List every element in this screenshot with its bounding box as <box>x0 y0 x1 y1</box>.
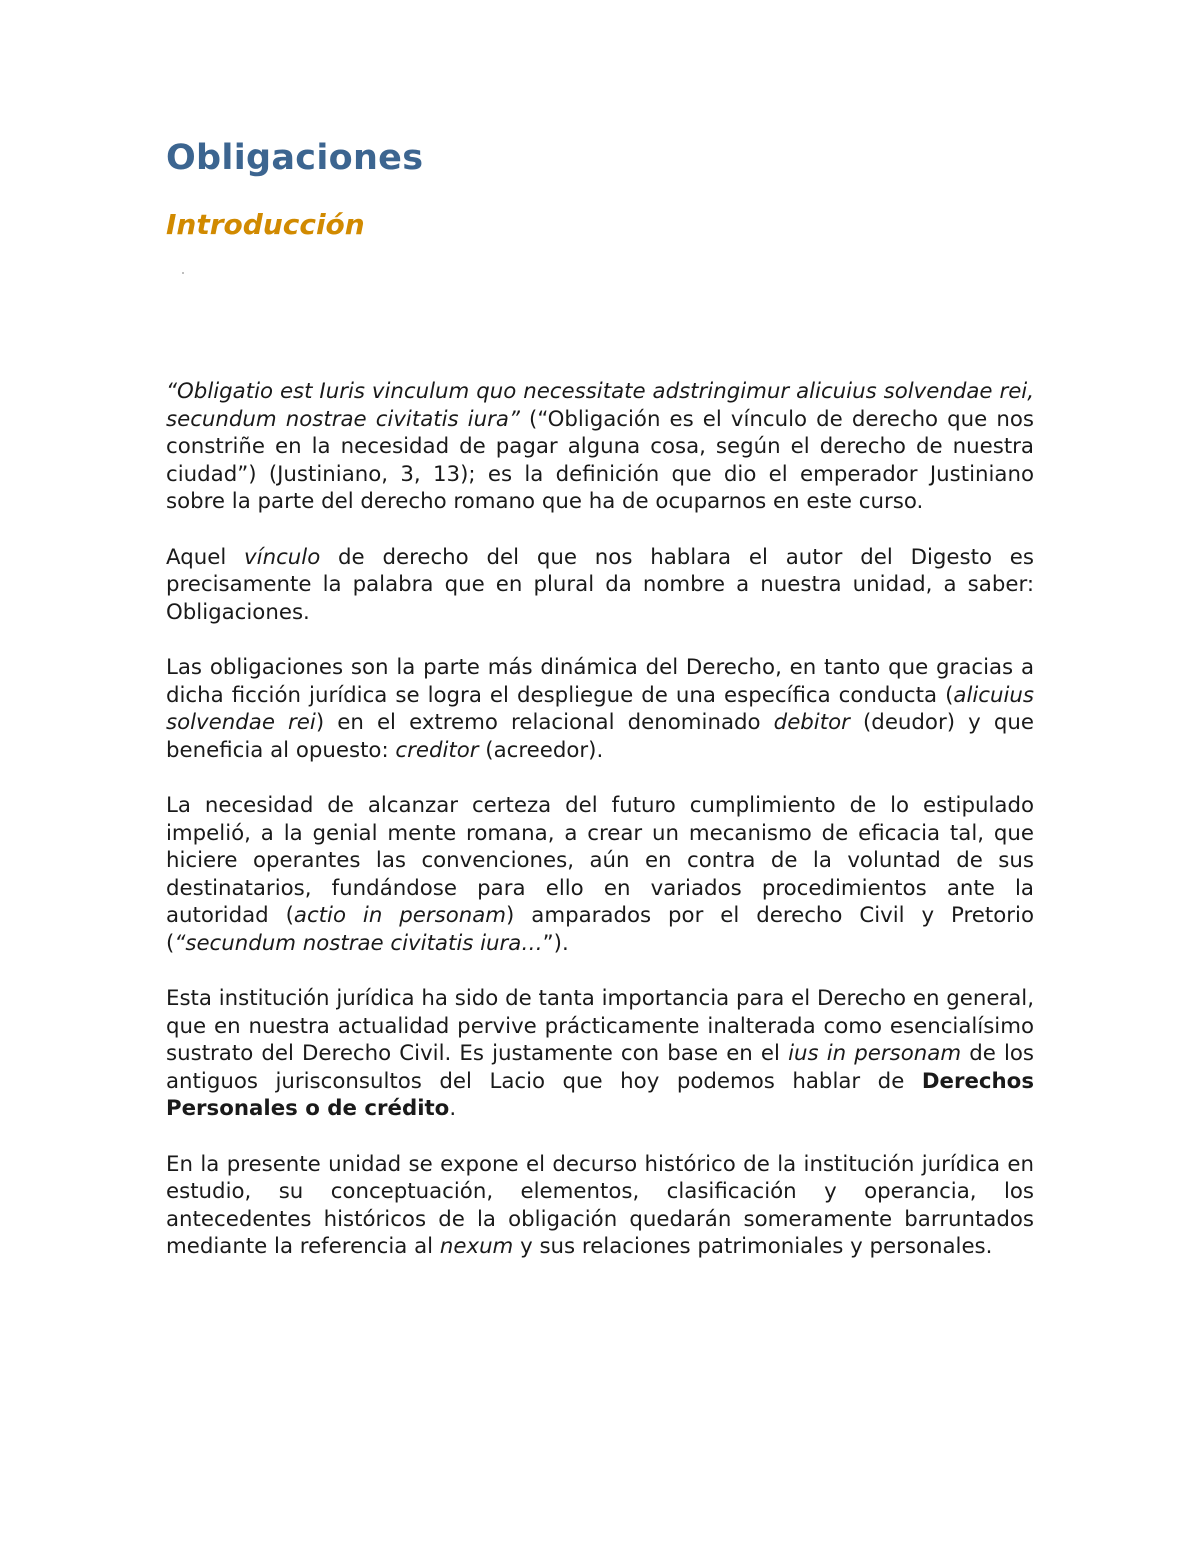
term-alicuius: alicuius solvendae rei <box>166 682 1034 736</box>
paragraph-text: Las obligaciones son la parte más dinámica del Derecho, en tanto que gracias a dicha ficción jurídica se logra el despliegue de una específica conducta ( <box>166 654 1034 708</box>
term-creditor: creditor <box>395 737 479 763</box>
paragraph-vinculo <box>166 544 1034 627</box>
paragraph-definition <box>166 378 1034 516</box>
latin-quote: “Obligatio est Iuris vinculum quo necessitate adstringimur alicuius solvendae rei, secundum nostrae civitatis iura” <box>166 379 1034 432</box>
document-title: Obligaciones <box>166 138 424 178</box>
paragraph-text: La necesidad de alcanzar certeza del futuro cumplimiento de lo estipulado impelió, a la genial mente romana, a crear un mecanismo de eficacia tal, que hiciere operantes las convenciones, aún en contra de la voluntad de sus destinatarios, fundándose para ello en variados procedimientos ante la autoridad ( <box>166 792 1034 929</box>
paragraph-text: (“Obligación es el vínculo de derecho que nos constriñe en la necesidad de pagar alguna cosa, según el derecho de nuestra ciudad”) (Justiniano, 3, 13); es la definición que dio el emperador Justiniano sobre la parte del derecho romano que ha de ocuparnos en este curso. <box>166 406 1034 515</box>
term-ius-in-personam: ius in personam <box>788 1041 962 1067</box>
paragraph-unidad <box>166 1151 1034 1261</box>
paragraph-text: Esta institución jurídica ha sido de tanta importancia para el Derecho en general, que en nuestra actualidad pervive prácticamente inalterada como esencialísimo sustrato del Derecho Civil. Es justamente con base en el <box>166 986 1034 1067</box>
section-heading: Introducción <box>166 208 365 241</box>
term-actio-in-personam: actio in personam <box>293 903 507 929</box>
paragraph-text: . <box>449 1096 457 1122</box>
term-nexum: nexum <box>439 1234 514 1260</box>
paragraph-text: ”). <box>542 930 569 956</box>
paragraph-text: ) en el extremo relacional denominado <box>315 710 774 736</box>
term-vinculo: vínculo <box>244 544 321 570</box>
paragraph-text: Aquel <box>166 544 245 570</box>
document-body <box>166 378 1034 1289</box>
paragraph-institucion <box>166 985 1034 1123</box>
paragraph-text: (acreedor). <box>478 737 604 763</box>
term-debitor: debitor <box>773 710 850 736</box>
paragraph-text: ) amparados por el derecho Civil y Pretorio ( <box>166 903 1034 956</box>
bold-derechos-personales: Derechos Personales o de crédito <box>166 1068 1034 1122</box>
paragraph-text: En la presente unidad se expone el decurso histórico de la institución jurídica en estudio, su conceptuación, elementos, clasificación y operancia, los antecedentes históricos de la obligación quedarán someramente barruntados mediante la referencia al <box>166 1151 1034 1260</box>
paragraph-text: de derecho del que nos hablara el autor del Digesto es precisamente la palabra que en plural da nombre a nuestra unidad, a saber: Obligaciones. <box>166 544 1035 625</box>
stray-dot-mark <box>182 272 184 274</box>
paragraph-text: y sus relaciones patrimoniales y personales. <box>513 1234 993 1260</box>
paragraph-text: de los antiguos jurisconsultos del Lacio que hoy podemos hablar de <box>166 1041 1034 1094</box>
paragraph-certeza <box>166 792 1034 958</box>
paragraph-text: (deudor) y que beneficia al opuesto: <box>166 710 1034 763</box>
term-secundum: “secundum nostrae civitatis iura… <box>174 930 543 956</box>
paragraph-dinamica <box>166 654 1034 764</box>
